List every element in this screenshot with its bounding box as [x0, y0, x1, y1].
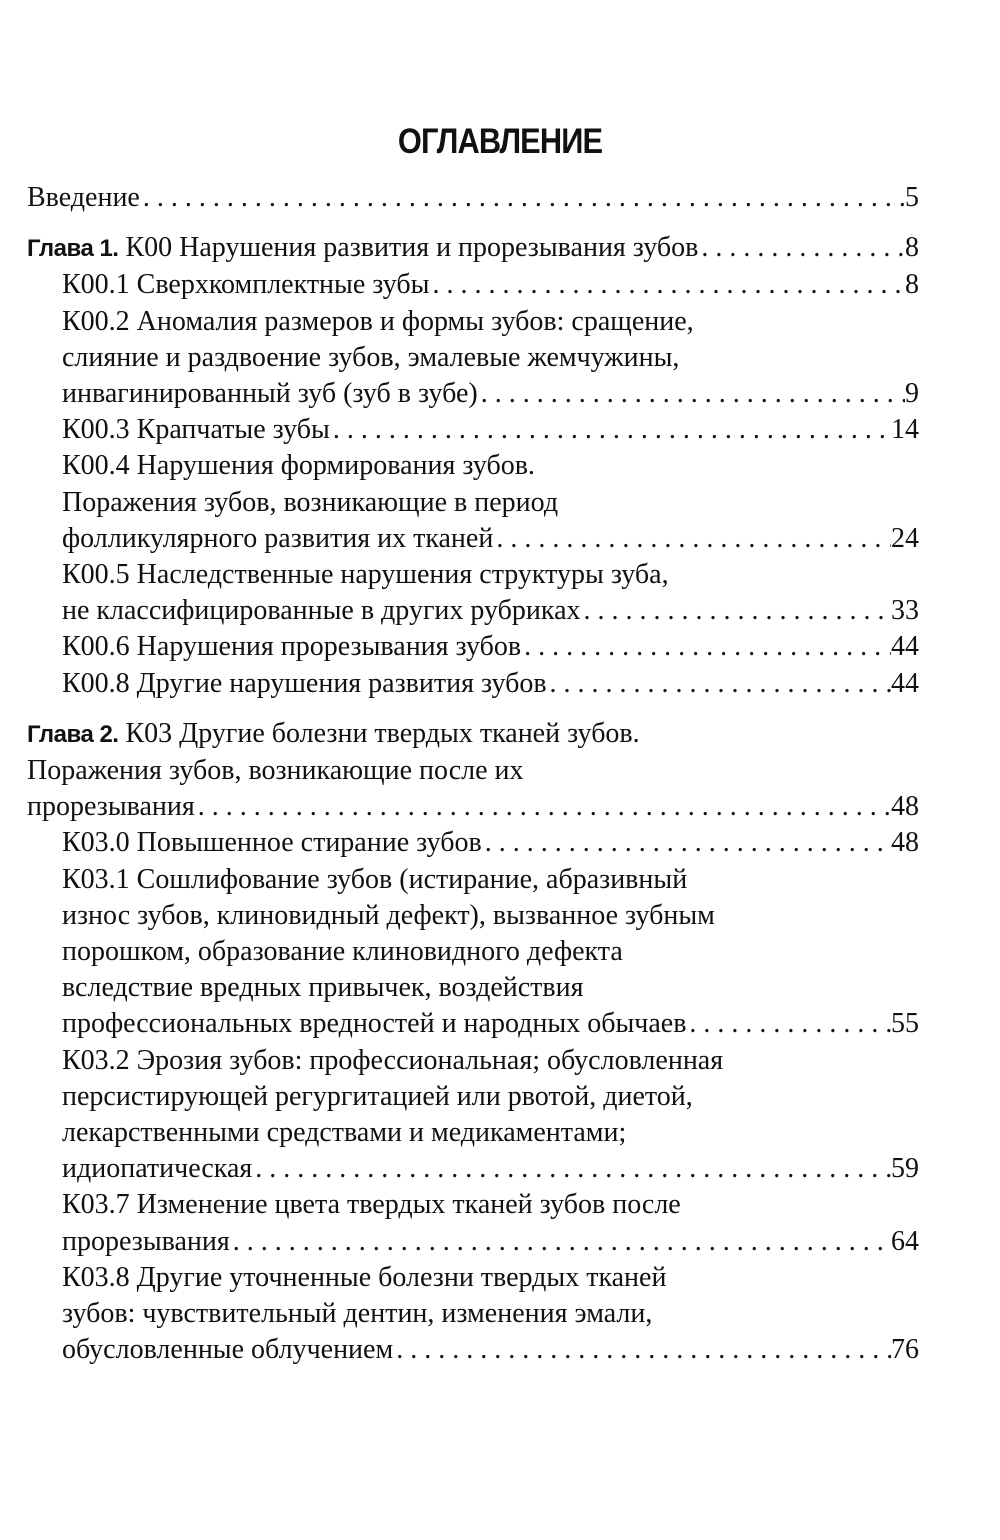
toc-entry-text: обусловленные облучением	[62, 1334, 394, 1366]
toc-entry-k00-6[interactable]	[27, 629, 919, 665]
toc-page-number: 48	[891, 791, 919, 823]
dot-leader	[478, 376, 905, 412]
toc-entry-text: персистирующей регургитацией или рвотой, диетой,	[62, 1080, 693, 1112]
toc-entry-text: К03.0 Повышенное стирание зубов	[62, 827, 482, 859]
page-title: ОГЛАВЛЕНИЕ	[397, 122, 603, 161]
toc-entry-chapter-2[interactable]	[27, 716, 919, 826]
toc-entry-text: вследствие вредных привычек, воздействия	[62, 972, 584, 1004]
toc-entry-text: К03.7 Изменение цвета твердых тканей зубов после	[62, 1189, 681, 1221]
toc-entry-k00-2[interactable]	[27, 304, 919, 413]
dot-leader	[330, 412, 891, 448]
dot-leader	[482, 825, 891, 861]
toc-page-number: 9	[905, 378, 919, 410]
toc-page-number: 76	[891, 1334, 919, 1366]
toc-entry-text: Поражения зубов, возникающие после их	[27, 755, 524, 787]
table-of-contents	[27, 180, 919, 1369]
toc-entry-k00-1[interactable]	[27, 267, 919, 303]
toc-entry-text: К00.8 Другие нарушения развития зубов	[62, 667, 547, 699]
toc-entry-text: К00.1 Сверхкомплектные зубы	[62, 269, 430, 301]
toc-entry-text: зубов: чувствительный дентин, изменения эмали,	[62, 1298, 653, 1330]
toc-entry-text: К00.6 Нарушения прорезывания зубов	[62, 631, 522, 663]
toc-entry-text: идиопатическая	[62, 1153, 253, 1185]
toc-page-number: 8	[905, 232, 919, 264]
toc-entry-chapter-1[interactable]	[27, 230, 919, 267]
toc-entry-text: К03 Другие болезни твердых тканей зубов.	[125, 717, 640, 749]
toc-entry-k03-8[interactable]	[27, 1260, 919, 1369]
toc-entry-k00-5[interactable]	[27, 557, 919, 629]
toc-page-number: 24	[891, 522, 919, 554]
toc-page-number: 8	[905, 269, 919, 301]
toc-page-number: 44	[891, 667, 919, 699]
toc-page-number: 33	[891, 595, 919, 627]
toc-page-number: 55	[891, 1008, 919, 1040]
toc-entry-text: профессиональных вредностей и народных обычаев	[62, 1008, 687, 1040]
toc-entry-text: К00.3 Крапчатые зубы	[62, 414, 330, 446]
dot-leader	[195, 789, 891, 825]
chapter-label: Глава 2.	[27, 720, 119, 748]
toc-entry-text: слияние и раздвоение зубов, эмалевые жемчужины,	[62, 341, 680, 373]
toc-entry-k00-3[interactable]	[27, 412, 919, 448]
toc-entry-text: К00 Нарушения развития и прорезывания зубов	[125, 232, 699, 264]
dot-leader	[686, 1006, 891, 1042]
toc-page-number: 64	[891, 1225, 919, 1257]
toc-page-number: 59	[891, 1153, 919, 1185]
toc-entry-text: прорезывания	[27, 791, 195, 823]
dot-leader	[581, 593, 891, 629]
toc-entry-text: К03.2 Эрозия зубов: профессиональная; обусловленная	[62, 1044, 724, 1076]
dot-leader	[493, 521, 891, 557]
toc-entry-text: К03.8 Другие уточненные болезни твердых тканей	[62, 1261, 667, 1293]
dot-leader	[429, 267, 905, 303]
toc-entry-text: К00.5 Наследственные нарушения структуры зуба,	[62, 559, 669, 591]
toc-entry-text: К03.1 Сошлифование зубов (истирание, абразивный	[62, 863, 688, 895]
toc-entry-text: К00.4 Нарушения формирования зубов.	[62, 450, 535, 482]
toc-entry-text: К00.2 Аномалия размеров и формы зубов: сращение,	[62, 305, 694, 337]
toc-entry-k03-1[interactable]	[27, 862, 919, 1043]
toc-entry-text: инвагинированный зуб (зуб в зубе)	[62, 378, 478, 410]
toc-page-number: 44	[891, 631, 919, 663]
toc-page-number: 5	[905, 182, 919, 213]
toc-entry-text: Поражения зубов, возникающие в период	[62, 486, 559, 518]
dot-leader	[698, 230, 905, 266]
toc-entry-text: не классифицированные в других рубриках	[62, 595, 581, 627]
toc-entry-introduction[interactable]	[27, 180, 919, 216]
toc-entry-text: лекарственными средствами и медикаментами;	[62, 1117, 627, 1149]
dot-leader	[547, 666, 891, 702]
dot-leader	[252, 1151, 891, 1187]
toc-entry-k00-4[interactable]	[27, 448, 919, 557]
dot-leader	[140, 180, 905, 216]
toc-entry-k03-7[interactable]	[27, 1187, 919, 1259]
dot-leader	[393, 1332, 891, 1368]
toc-entry-text: фолликулярного развития их тканей	[62, 522, 494, 554]
toc-page-number: 14	[891, 414, 919, 446]
toc-entry-text: прорезывания	[62, 1225, 230, 1257]
toc-entry-text: износ зубов, клиновидный дефект), вызванное зубным	[62, 899, 715, 931]
toc-entry-k03-0[interactable]	[27, 825, 919, 861]
toc-entry-k03-2[interactable]	[27, 1043, 919, 1188]
dot-leader	[230, 1224, 891, 1260]
toc-entry-text: Введение	[27, 182, 140, 213]
chapter-label: Глава 1.	[27, 235, 119, 263]
toc-entry-text: порошком, образование клиновидного дефекта	[62, 936, 623, 968]
dot-leader	[521, 629, 891, 665]
toc-page-number: 48	[891, 827, 919, 859]
toc-entry-k00-8[interactable]	[27, 666, 919, 702]
